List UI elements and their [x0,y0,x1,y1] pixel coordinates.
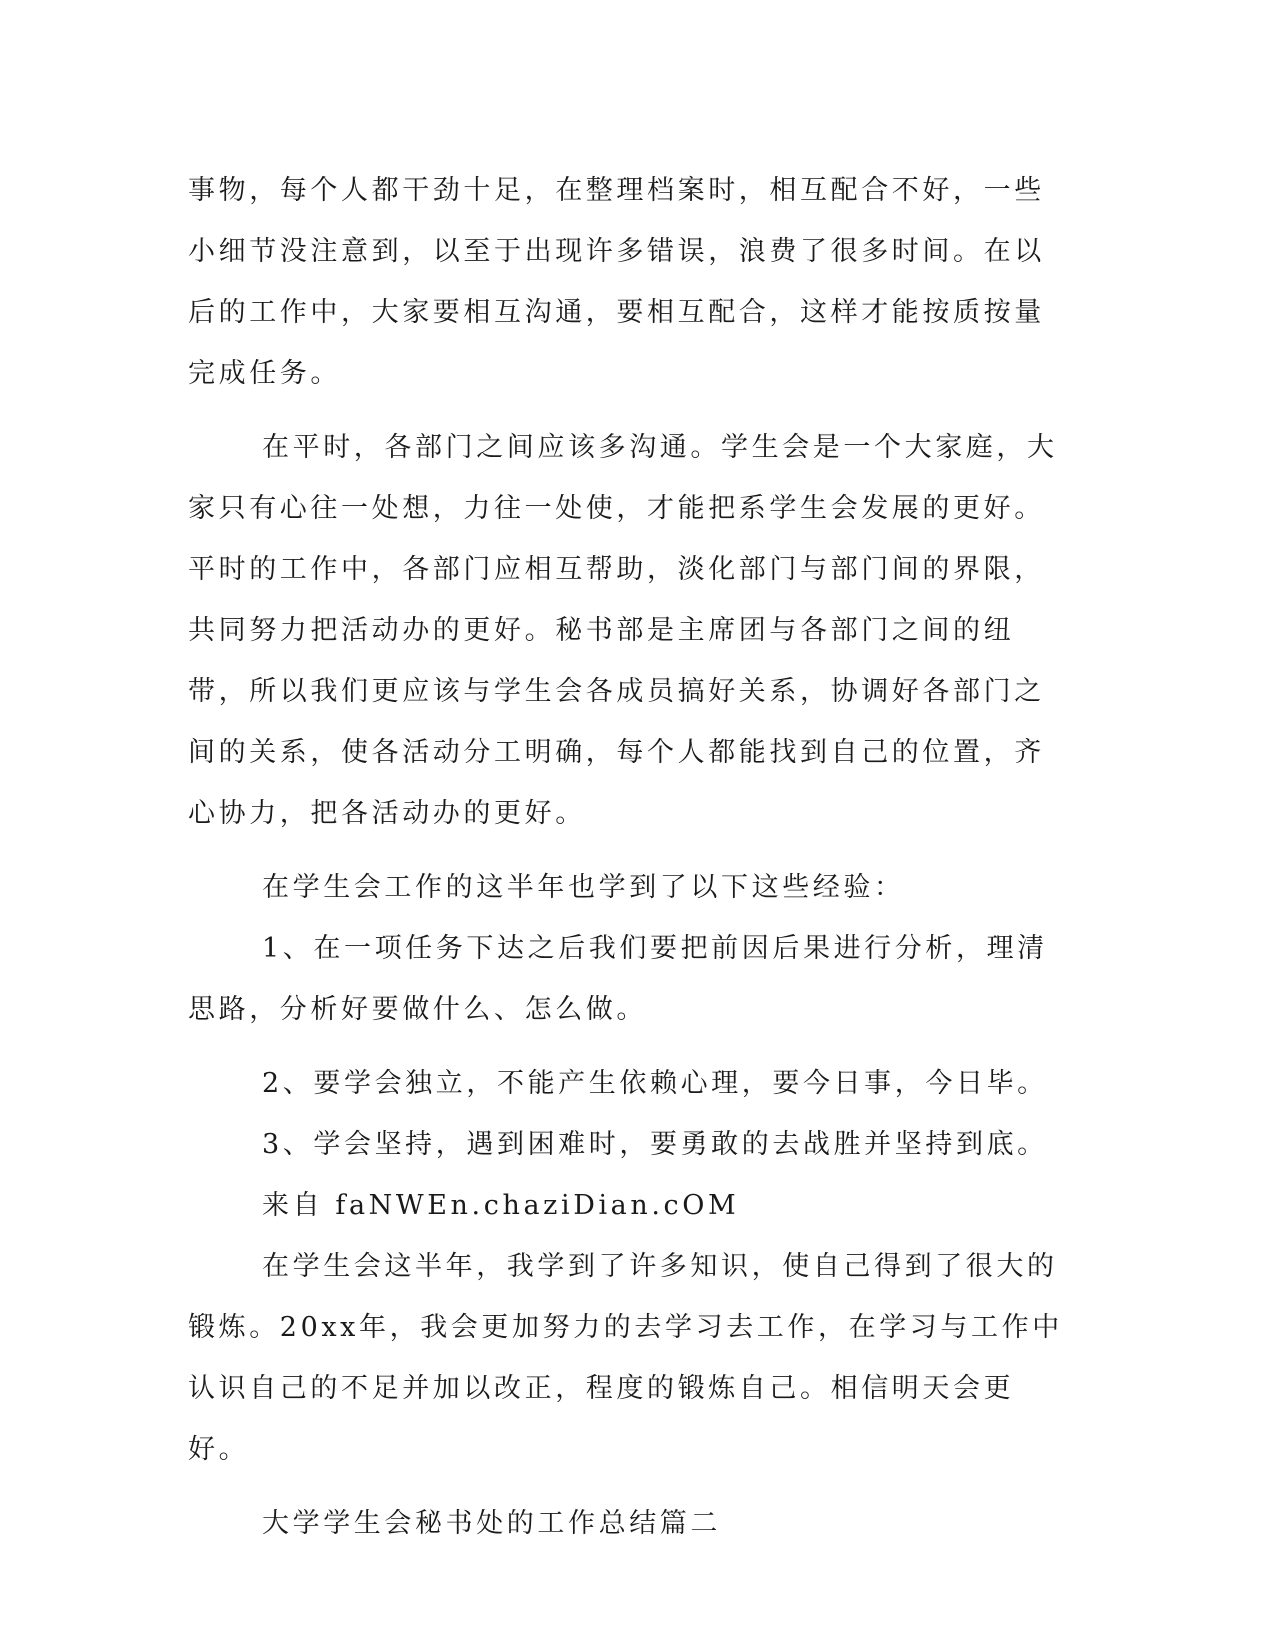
paragraph-continuation: 事物，每个人都干劲十足，在整理档案时，相互配合不好，一些小细节没注意到，以至于出现许多错误，浪费了很多时间。在以后的工作中，大家要相互沟通，要相互配合，这样才能按质按量完成任务。 [188,175,1045,389]
document-body [188,160,1068,1554]
paragraph-communication: 在平时，各部门之间应该多沟通。学生会是一个大家庭，大家只有心往一处想，力往一处使，才能把系学生会发展的更好。平时的工作中，各部门应相互帮助，淡化部门与部门间的界限，共同努力把活动办的更好。秘书部是主席团与各部门之间的纽带，所以我们更应该与学生会各成员搞好关系，协调好各部门之间的关系，使各活动分工明确，每个人都能找到自己的位置，齐心协力，把各活动办的更好。 [188,432,1058,829]
paragraph-conclusion: 在学生会这半年，我学到了许多知识，使自己得到了很大的锻炼。20xx年，我会更加努力的去学习去工作，在学习与工作中认识自己的不足并加以改正，程度的锻炼自己。相信明天会更好。 [188,1251,1063,1465]
paragraph-experience-intro: 在学生会工作的这半年也学到了以下这些经验： [262,872,905,903]
source-line: 来自 faNWEn.chaziDian.cOM [262,1190,740,1221]
list-item-1: 1、在一项任务下达之后我们要把前因后果进行分析，理清思路，分析好要做什么、怎么做。 [188,933,1048,1025]
list-item-3: 3、学会坚持，遇到困难时，要勇敢的去战胜并坚持到底。 [262,1129,1048,1160]
list-item-2: 2、要学会独立，不能产生依赖心理，要今日事，今日毕。 [262,1068,1048,1099]
section-heading: 大学学生会秘书处的工作总结篇二 [262,1508,721,1539]
